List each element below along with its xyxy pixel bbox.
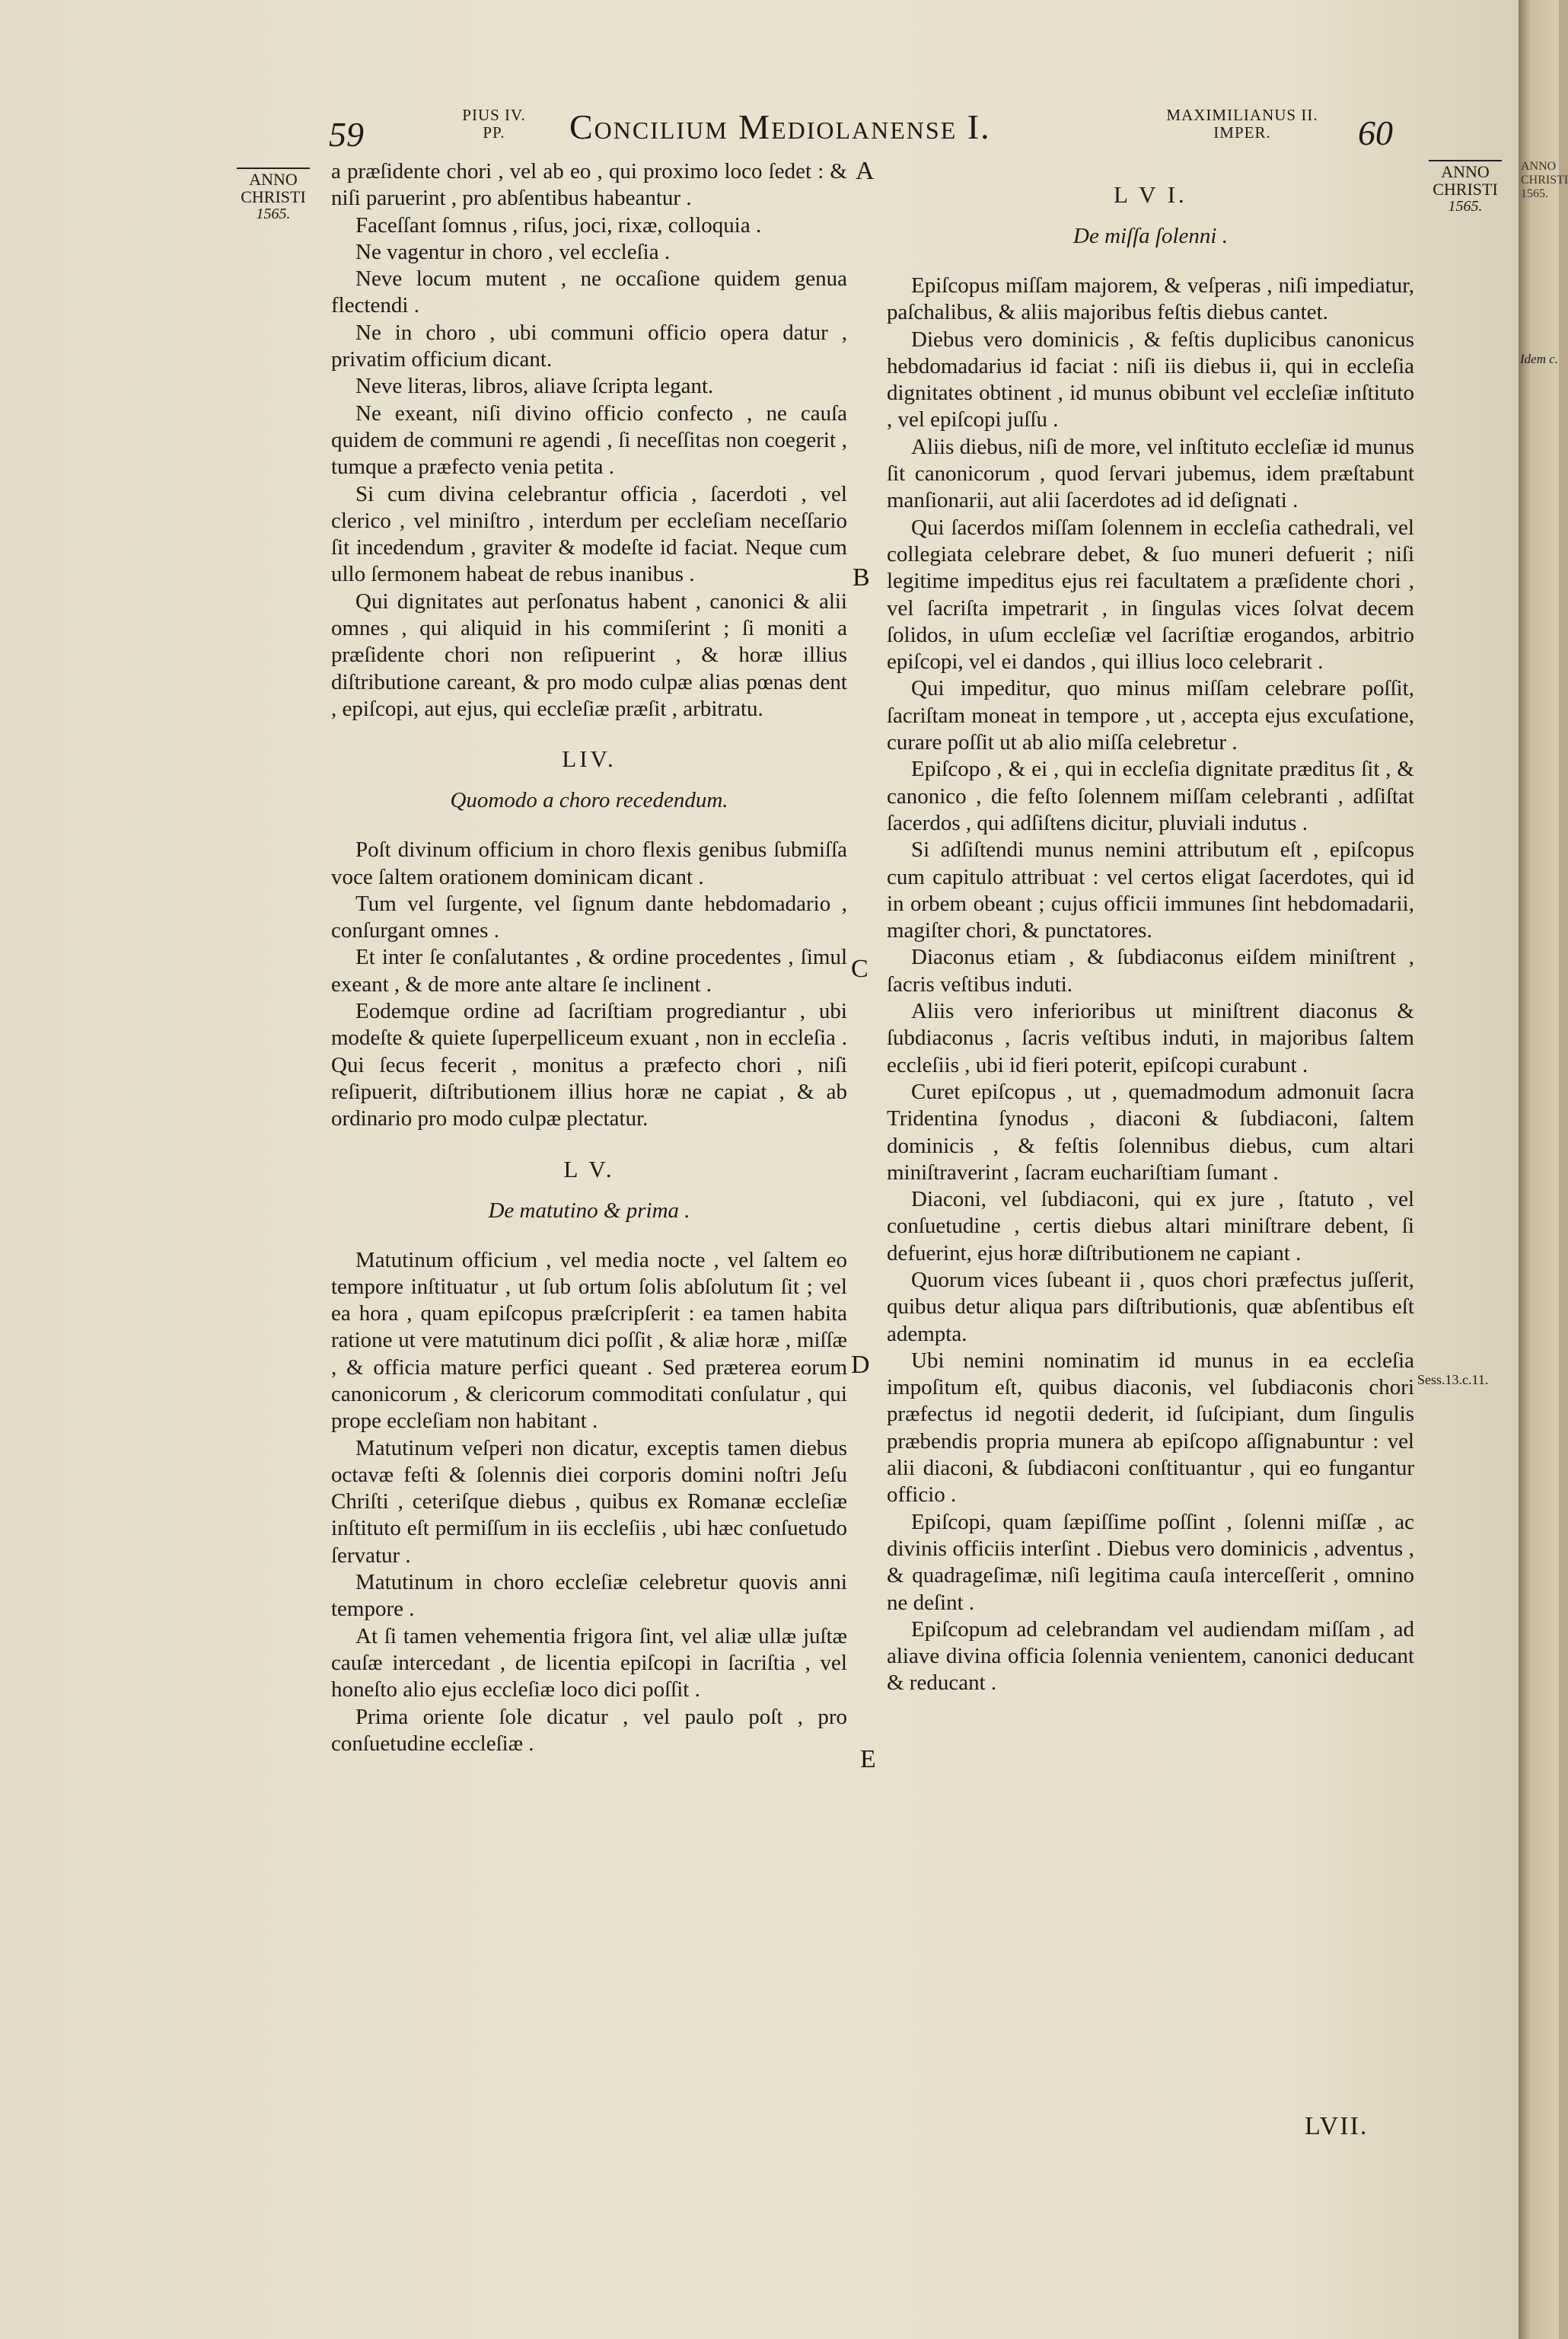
chapter-heading-liv: LIV. (562, 745, 617, 773)
pope-label-line2: PP. (483, 123, 505, 142)
chapter-subtitle-liv: Quomodo a choro recedendum. (450, 788, 728, 813)
emperor-label (1151, 107, 1334, 142)
chapter-subtitle-lvi: De miſſa ſolenni . (1073, 224, 1228, 248)
year-label: 1565. (1448, 198, 1483, 215)
paragraph: Tum vel ſurgente, vel ſignum dante hebdomadario , conſurgant omnes . (331, 891, 847, 943)
emperor-label-line1: MAXIMILIANUS II. (1166, 106, 1318, 124)
paragraph: Ne vagentur in choro , vel eccleſia . (355, 239, 671, 264)
anno-label: ANNO (249, 170, 298, 189)
paragraph: Epiſcopus miſſam majorem, & veſperas , niſi impediatur, paſchalibus, & aliis majoribus feſtis diebus cantet. (887, 273, 1414, 325)
emperor-label-line2: IMPER. (1213, 123, 1271, 142)
paragraph: Diaconus etiam , & ſubdiaconus eiſdem miniſtrent , ſacris veſtibus induti. (887, 945, 1414, 997)
paragraph: Diebus vero dominicis , & feſtis duplicibus canonicus hebdomadarius id faciat : niſi iis diebus ii, qui in eccleſia dignitates obtinent , id munus obibunt vel eccleſiæ inſtituto , vel epiſcopi juſſu . (887, 327, 1414, 432)
chapter-heading-lv: L V. (563, 1155, 615, 1182)
margin-note-session: Sess.13.c.11. (1417, 1372, 1489, 1387)
paragraph: Poſt divinum officium in choro flexis genibus ſubmiſſa voce ſaltem orationem dominicam dicant . (331, 838, 847, 889)
paragraph: Ne exeant, niſi divino officio confecto , ne cauſa quidem de communi re agendi , ſi neceſſitas non coegerit , tumque a præfecto venia petita . (331, 400, 847, 480)
paragraph: Si adſiſtendi munus nemini attributum eſt , epiſcopus cum capitulo attribuat : vel certos eligat ſacerdotes, qui id in orbem obeant ; cujus officii immunes ſint hebdomadarii, magiſter chori, & punctatores. (887, 838, 1414, 943)
paragraph: Curet epiſcopus , ut , quemadmodum admonuit ſacra Tridentina ſynodus , diaconi & ſubdiaconi, ſaltem dominicis , & feſtis ſolennibus diebus, cum altari miniſtraverint , ſacram euchariſtiam ſumant . (887, 1079, 1414, 1185)
section-letter-a: A (856, 157, 875, 185)
paragraph: Matutinum veſperi non dicatur, exceptis tamen diebus octavæ feſti & ſolennis diei corporis domini noſtri Jeſu Chriſti , ceteriſque diebus , quibus ex Romanæ eccleſiæ inſtituto eſt permiſſum in iis eccleſiis , ubi hæc conſuetudo ſervatur . (331, 1435, 847, 1568)
paragraph: Ubi nemini nominatim id munus in ea eccleſia impoſitum eſt, quibus diaconis, vel ſubdiaconis chori præfectus id negotii dederit, id ſuſcipiant, dum ſingulis præbendis propria munera ab epiſcopo aſſignabuntur : vel alii diaconi, & ſubdiaconi conſtituantur , qui eo fungantur officio . (887, 1348, 1414, 1508)
christi-label: CHRISTI (241, 187, 306, 206)
chapter-subtitle-lv: De matutino & prima . (488, 1198, 690, 1223)
section-letter-d: D (851, 1351, 870, 1379)
facing-page-edge (1519, 0, 1568, 2339)
left-column (331, 158, 847, 1757)
section-letter-b: B (853, 563, 870, 592)
pope-label (437, 107, 551, 142)
year-label: 1565. (1521, 187, 1548, 200)
paragraph: At ſi tamen vehementia frigora ſint, vel aliæ ullæ juſtæ cauſæ intercedant , de licentia epiſcopi in ſacriſtia , vel honeſto alio ejus eccleſiæ loco dici poſſit . (331, 1623, 847, 1702)
paragraph: Diaconi, vel ſubdiaconi, qui ex jure , ſtatuto , vel conſuetudine , certis diebus altari miniſtrare debent, ſi defuerint, ejus horæ diſtributionem ne capiant . (887, 1187, 1414, 1265)
paragraph: Matutinum officium , vel media nocte , vel ſaltem eo tempore inſtituatur , ut ſub ortum ſolis abſolutum ſit ; vel ea hora , quam epiſcopus præſcripſerit : ea tamen habita ratione ut vere matutinum dici poſſit , & aliæ horæ , miſſæ , & officia mature perfici queant . Sed præterea eorum canonicorum , & clericorum commoditati conſulatur , qui prope eccleſiam non habitant . (331, 1247, 847, 1434)
chapter-heading-lvi: L V I. (1114, 181, 1187, 208)
margin-year-right (1417, 160, 1513, 215)
paragraph: Et inter ſe conſalutantes , & ordine procedentes , ſimul exeant , & de more ante altare ſe inclinent . (331, 945, 847, 997)
paragraph: Qui ſacerdos miſſam ſolennem in eccleſia cathedrali, vel collegiata celebrare debet, & ſuo muneri defuerit ; niſi legitime impeditus ejus rei facultatem a præſidente chori , vel ſacriſta impetrarit , in ſingulas vices ſolvat decem ſolidos, in uſum eccleſiæ vel ſacriſtiæ erogandos, arbitrio epiſcopi, vel ei dandos , qui illius loco celebrarit . (887, 515, 1414, 675)
paragraph: Quorum vices ſubeant ii , quos chori præfectus juſſerit, quibus detur aliqua pars diſtributionis, quæ abſentibus eſt adempta. (887, 1267, 1414, 1346)
page-number-left: 59 (329, 115, 364, 154)
paragraph: Si cum divina celebrantur officia , ſacerdoti , vel clerico , vel miniſtro , interdum per eccleſiam neceſſario ſit incedendum , graviter & modeſte id faciat. Neque cum ullo ſermonem habeat de rebus inanibus . (331, 481, 847, 587)
paragraph: Aliis vero inferioribus ut miniſtrent diaconus & ſubdiaconus , ſacris veſtibus induti, in majoribus ſaltem eccleſiis , ubi id fieri poterit, epiſcopi curabunt . (887, 999, 1414, 1077)
margin-year-edge (1521, 160, 1568, 201)
pope-label-line1: PIUS IV. (462, 106, 526, 124)
section-letter-c: C (851, 955, 868, 983)
right-column (887, 180, 1414, 1697)
paragraph: Eodemque ordine ad ſacriſtiam progrediantur , ubi modeſte & quiete ſuperpelliceum exuant , non in eccleſia . Qui ſecus fecerit , monitus a præfecto chori , niſi reſipuerit, diſtributionem illius horæ ne capiat , & ab ordinario pro modo culpæ plectatur. (331, 999, 847, 1131)
paragraph: Aliis diebus, niſi de more, vel inſtituto eccleſiæ id munus ſit canonicorum , quod ſervari jubemus, idem præſtabunt manſionarii, aut alii ſacerdotes ad id deſignati . (887, 434, 1414, 513)
christi-label: CHRISTI (1433, 180, 1498, 199)
margin-note-edge: Idem c. (1520, 352, 1559, 366)
paragraph: Neve locum mutent , ne occaſione quidem genua flectendi . (331, 266, 847, 318)
paragraph: Epiſcopi, quam ſæpiſſime poſſint , ſolenni miſſæ , ac divinis officiis interſint . Diebus vero dominicis , adventus , & quadrageſimæ, niſi legitima cauſa interceſſerit , omnino ne deſint . (887, 1509, 1414, 1615)
running-title: Concilium Mediolanense I. (569, 107, 991, 146)
section-letter-e: E (860, 1745, 876, 1773)
paragraph: a præſidente chori , vel ab eo , qui proximo loco ſedet : & niſi paruerint , pro abſentibus habeantur . (331, 159, 847, 211)
paragraph: Epiſcopo , & ei , qui in eccleſia dignitate præditus ſit , & canonico , die feſto ſolennem miſſam celebranti , adſiſtat ſacerdos , qui adſiſtens dicitur, pluviali indutus . (887, 757, 1414, 835)
paragraph: Faceſſant ſomnus , riſus, joci, rixæ, colloquia . (355, 212, 762, 238)
year-label: 1565. (256, 206, 291, 222)
anno-label: ANNO (1441, 162, 1490, 181)
paragraph: Epiſcopum ad celebrandam vel audiendam miſſam , ad aliave divina officia ſolennia venientem, canonici deducant & reducant . (887, 1616, 1414, 1696)
catchword: LVII. (1305, 2112, 1369, 2140)
page-number-right: 60 (1358, 113, 1393, 152)
paragraph: Qui impeditur, quo minus miſſam celebrare poſſit, ſacriſtam moneat in tempore , ut , accepta ejus excuſatione, curare poſſit ut ab alio miſſa celebretur . (887, 676, 1414, 755)
paragraph: Matutinum in choro eccleſiæ celebretur quovis anni tempore . (331, 1570, 847, 1622)
paragraph: Ne in choro , ubi communi officio opera datur , privatim officium dicant. (331, 320, 847, 372)
anno-label: ANNO (1521, 160, 1557, 173)
paragraph: Qui dignitates aut perſonatus habent , canonici & alii omnes , qui aliquid in his commiſerint ; ſi moniti a præſidente chori non reſipuerint , & horæ illius diſtributione careant, & pro modo culpæ alias pœnas dent , epiſcopi, aut ejus, qui eccleſiæ præſit , arbitratu. (331, 589, 847, 721)
margin-year-left (225, 168, 321, 223)
christi-label: CHRISTI (1521, 174, 1568, 187)
paragraph: Neve literas, libros, aliave ſcripta legant. (355, 374, 714, 399)
paragraph: Prima oriente ſole dicatur , vel paulo poſt , pro conſuetudine eccleſiæ . (331, 1704, 847, 1756)
